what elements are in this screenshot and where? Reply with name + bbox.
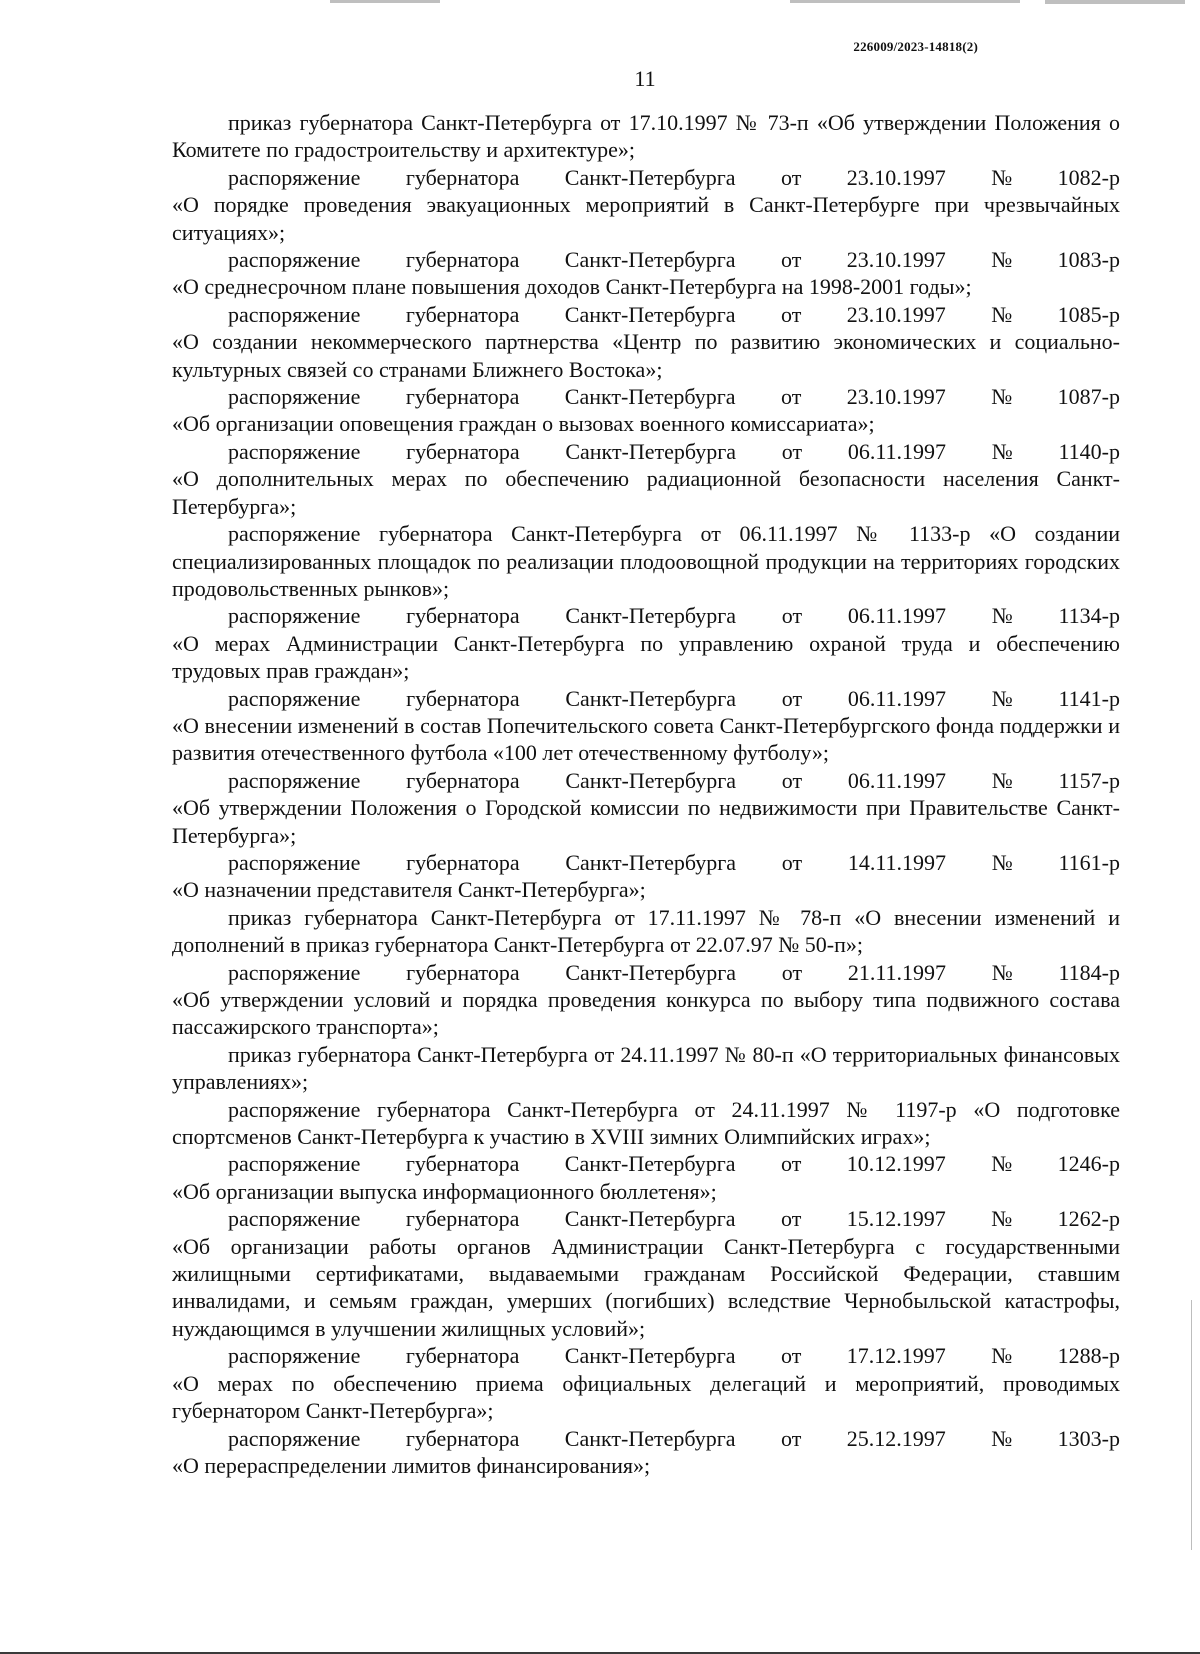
entry-number: 1161-р xyxy=(1058,849,1120,875)
entry-title: «Об утверждении Положения о Городской комиссии по недвижимости при Правительстве Санкт-Петербурга»; xyxy=(172,795,1120,848)
entry-number-sign: № xyxy=(991,849,1013,875)
entry-number-sign: № xyxy=(991,603,1013,629)
document-entry xyxy=(172,1425,1120,1480)
entry-city: Санкт-Петербурга xyxy=(564,301,736,327)
entry-date: 17.12.1997 xyxy=(846,1343,946,1369)
entry-document-type: распоряжение xyxy=(228,164,361,190)
entry-from-word: от xyxy=(780,164,802,190)
entry-number-sign: № xyxy=(991,1343,1013,1369)
entry-document-type: распоряжение xyxy=(228,767,361,793)
document-entry: приказ губернатора Санкт-Петербурга от 17.11.1997 № 78-п «О внесении изменений и дополнений в приказ губернатора Санкт-Петербурга от 22.07.97 № 50-п»; xyxy=(172,904,1120,958)
entry-number-sign: № xyxy=(991,1151,1013,1177)
entry-from-word: от xyxy=(781,603,803,629)
entry-heading-line xyxy=(172,685,1120,712)
entry-title: «О назначении представителя Санкт-Петербурга»; xyxy=(172,877,646,903)
entry-number-sign: № xyxy=(991,959,1013,985)
entry-date: 06.11.1997 xyxy=(847,603,947,629)
document-entry xyxy=(172,1150,1120,1205)
document-entry xyxy=(172,301,1120,383)
entry-issuer: губернатора xyxy=(405,384,520,410)
entry-heading-line xyxy=(172,383,1120,410)
entry-issuer: губернатора xyxy=(406,685,520,711)
entry-number: 1082-р xyxy=(1057,164,1120,190)
entry-document-type: распоряжение xyxy=(228,685,361,711)
entry-title: «О порядке проведения эвакуационных мероприятий в Санкт-Петербурге при чрезвычайных ситуациях»; xyxy=(172,192,1120,245)
entry-from-word: от xyxy=(781,438,803,464)
entry-title: «О внесении изменений в состав Попечительского совета Санкт-Петербургского фонда поддержки и развития отечественного футбола «100 лет отечественному футболу»; xyxy=(172,712,1120,766)
entry-city: Санкт-Петербурга xyxy=(564,247,736,273)
entry-heading-line xyxy=(172,602,1120,629)
entry-document-type: распоряжение xyxy=(228,1206,361,1232)
entry-from-word: от xyxy=(780,301,802,327)
entry-title: «О перераспределении лимитов финансирования»; xyxy=(172,1452,651,1478)
entry-issuer: губернатора xyxy=(405,1206,520,1232)
entry-title: «О среднесрочном плане повышения доходов Санкт-Петербурга на 1998-2001 годы»; xyxy=(172,274,972,300)
entry-document-type: распоряжение xyxy=(228,1425,361,1451)
entry-from-word: от xyxy=(781,685,803,711)
entry-from-word: от xyxy=(781,767,803,793)
entry-date: 21.11.1997 xyxy=(847,959,947,985)
entry-city: Санкт-Петербурга xyxy=(564,1343,736,1369)
entry-document-type: распоряжение xyxy=(228,1151,361,1177)
entry-heading-line xyxy=(172,1342,1120,1369)
entry-number-sign: № xyxy=(991,1206,1013,1232)
entry-issuer: губернатора xyxy=(405,247,520,273)
document-entry xyxy=(172,602,1120,684)
document-entry xyxy=(172,438,1120,520)
entry-issuer: губернатора xyxy=(406,603,520,629)
entry-city: Санкт-Петербурга xyxy=(565,849,737,875)
document-entry: приказ губернатора Санкт-Петербурга от 17.10.1997 № 73-п «Об утверждении Положения о Комитете по градостроительству и архитектуре»; xyxy=(172,110,1120,163)
entry-number: 1303-р xyxy=(1057,1425,1120,1451)
scan-artifact-top-center xyxy=(790,0,1020,3)
entry-from-word: от xyxy=(780,247,802,273)
entry-title: «О мерах Администрации Санкт-Петербурга по управлению охраной труда и обеспечению трудовых прав граждан»; xyxy=(172,630,1120,684)
entry-number: 1141-р xyxy=(1058,685,1120,711)
entry-number-sign: № xyxy=(991,1425,1013,1451)
entry-city: Санкт-Петербурга xyxy=(564,1206,736,1232)
entry-issuer: губернатора xyxy=(406,438,520,464)
entry-number: 1083-р xyxy=(1057,247,1120,273)
document-entry xyxy=(172,685,1120,767)
document-entry xyxy=(172,959,1120,1041)
document-body xyxy=(172,109,1120,1479)
entry-number: 1262-р xyxy=(1057,1206,1120,1232)
document-entry xyxy=(172,383,1120,438)
entry-document-type: распоряжение xyxy=(228,384,361,410)
entry-number: 1184-р xyxy=(1058,959,1120,985)
entry-date: 23.10.1997 xyxy=(846,247,946,273)
entry-title: «О создании некоммерческого партнерства «Центр по развитию экономических и социально-культурных связей со странами Ближнего Востока»; xyxy=(172,329,1120,382)
entry-date: 06.11.1997 xyxy=(847,438,947,464)
entry-number: 1246-р xyxy=(1057,1151,1120,1177)
entry-issuer: губернатора xyxy=(405,164,520,190)
entry-number-sign: № xyxy=(991,685,1013,711)
entry-heading-line xyxy=(172,1425,1120,1452)
entry-from-word: от xyxy=(780,1206,802,1232)
entry-from-word: от xyxy=(781,849,803,875)
document-entry xyxy=(172,164,1120,246)
page-number: 11 xyxy=(634,66,656,91)
entry-city: Санкт-Петербурга xyxy=(564,384,736,410)
entry-city: Санкт-Петербурга xyxy=(565,959,737,985)
entry-date: 23.10.1997 xyxy=(846,301,946,327)
document-entry: приказ губернатора Санкт-Петербурга от 24.11.1997 № 80-п «О территориальных финансовых управлениях»; xyxy=(172,1041,1120,1095)
entry-document-type: распоряжение xyxy=(228,301,361,327)
entry-heading-line xyxy=(172,438,1120,465)
entry-from-word: от xyxy=(781,959,803,985)
entry-heading-line xyxy=(172,1150,1120,1177)
entry-city: Санкт-Петербурга xyxy=(564,1425,736,1451)
entry-heading-line xyxy=(172,1205,1120,1232)
entry-issuer: губернатора xyxy=(405,1151,520,1177)
entry-city: Санкт-Петербурга xyxy=(564,164,736,190)
entry-issuer: губернатора xyxy=(405,1343,520,1369)
entry-document-type: распоряжение xyxy=(228,247,361,273)
scan-artifact-top-right xyxy=(1045,0,1185,4)
entry-title: «Об утверждении условий и порядка проведения конкурса по выбору типа подвижного состава пассажирского транспорта»; xyxy=(172,987,1120,1040)
entry-number: 1157-р xyxy=(1058,767,1120,793)
document-entry xyxy=(172,767,1120,849)
entry-document-type: распоряжение xyxy=(228,1343,361,1369)
entry-date: 06.11.1997 xyxy=(847,685,947,711)
entry-heading-line xyxy=(172,849,1120,876)
entry-number: 1087-р xyxy=(1057,384,1120,410)
entry-number-sign: № xyxy=(991,301,1013,327)
entry-city: Санкт-Петербурга xyxy=(565,438,737,464)
scan-artifact-right-edge xyxy=(1191,1300,1192,1550)
entry-date: 23.10.1997 xyxy=(846,164,946,190)
entry-date: 14.11.1997 xyxy=(847,849,947,875)
entry-date: 23.10.1997 xyxy=(846,384,946,410)
entry-number-sign: № xyxy=(991,767,1013,793)
entry-issuer: губернатора xyxy=(405,301,520,327)
entry-issuer: губернатора xyxy=(406,767,520,793)
entry-document-type: распоряжение xyxy=(228,849,361,875)
entry-heading-line xyxy=(172,959,1120,986)
entry-from-word: от xyxy=(780,384,802,410)
document-entry: распоряжение губернатора Санкт-Петербурга от 06.11.1997 № 1133-р «О создании специализированных площадок по реализации плодоовощной продукции на территориях городских продовольственных рынков»; xyxy=(172,521,1120,601)
entry-title: «О мерах по обеспечению приема официальных делегаций и мероприятий, проводимых губернатором Санкт-Петербурга»; xyxy=(172,1370,1120,1424)
entry-number: 1288-р xyxy=(1057,1343,1120,1369)
entry-number-sign: № xyxy=(991,438,1013,464)
document-entry: распоряжение губернатора Санкт-Петербурга от 24.11.1997 № 1197-р «О подготовке спортсменов Санкт-Петербурга к участию в XVIII зимних Олимпийских играх»; xyxy=(172,1096,1120,1150)
entry-city: Санкт-Петербурга xyxy=(565,767,737,793)
entry-title: «Об организации работы органов Администрации Санкт-Петербурга с государственными жилищными сертификатами, выдаваемыми гражданам Российской Федерации, ставшим инвалидами, и семьям граждан, умерших (погибших) вследствие Чернобыльской катастрофы, нуждающимся в улучшении жилищных условий»; xyxy=(172,1233,1120,1341)
entry-issuer: губернатора xyxy=(406,959,520,985)
document-entry xyxy=(172,849,1120,904)
entry-number: 1134-р xyxy=(1058,603,1120,629)
entry-heading-line xyxy=(172,164,1120,191)
entry-heading-line xyxy=(172,767,1120,794)
entry-from-word: от xyxy=(780,1425,802,1451)
document-id: 226009/2023-14818(2) xyxy=(853,39,978,54)
entry-number: 1085-р xyxy=(1057,301,1120,327)
entry-title: «Об организации оповещения граждан о вызовах военного комиссариата»; xyxy=(172,411,875,437)
entry-number-sign: № xyxy=(991,384,1013,410)
entry-title: «Об организации выпуска информационного бюллетеня»; xyxy=(172,1178,717,1204)
entry-number-sign: № xyxy=(991,164,1013,190)
scan-artifact-top-left xyxy=(330,0,440,3)
entry-heading-line xyxy=(172,301,1120,328)
entry-date: 25.12.1997 xyxy=(846,1425,946,1451)
entry-city: Санкт-Петербурга xyxy=(564,1151,736,1177)
entry-from-word: от xyxy=(780,1343,802,1369)
entry-city: Санкт-Петербурга xyxy=(565,603,737,629)
entry-number-sign: № xyxy=(991,247,1013,273)
entry-heading-line xyxy=(172,246,1120,273)
document-entry xyxy=(172,1205,1120,1342)
entry-date: 15.12.1997 xyxy=(846,1206,946,1232)
document-entry xyxy=(172,1342,1120,1424)
entry-document-type: распоряжение xyxy=(228,603,361,629)
entry-date: 10.12.1997 xyxy=(846,1151,946,1177)
entry-city: Санкт-Петербурга xyxy=(565,685,737,711)
document-entry xyxy=(172,246,1120,301)
entry-from-word: от xyxy=(780,1151,802,1177)
entry-number: 1140-р xyxy=(1058,438,1120,464)
entry-issuer: губернатора xyxy=(406,849,520,875)
entry-document-type: распоряжение xyxy=(228,438,361,464)
entry-date: 06.11.1997 xyxy=(847,767,947,793)
entry-document-type: распоряжение xyxy=(228,959,361,985)
entry-title: «О дополнительных мерах по обеспечению радиационной безопасности населения Санкт-Петербурга»; xyxy=(172,466,1120,519)
entry-issuer: губернатора xyxy=(405,1425,520,1451)
